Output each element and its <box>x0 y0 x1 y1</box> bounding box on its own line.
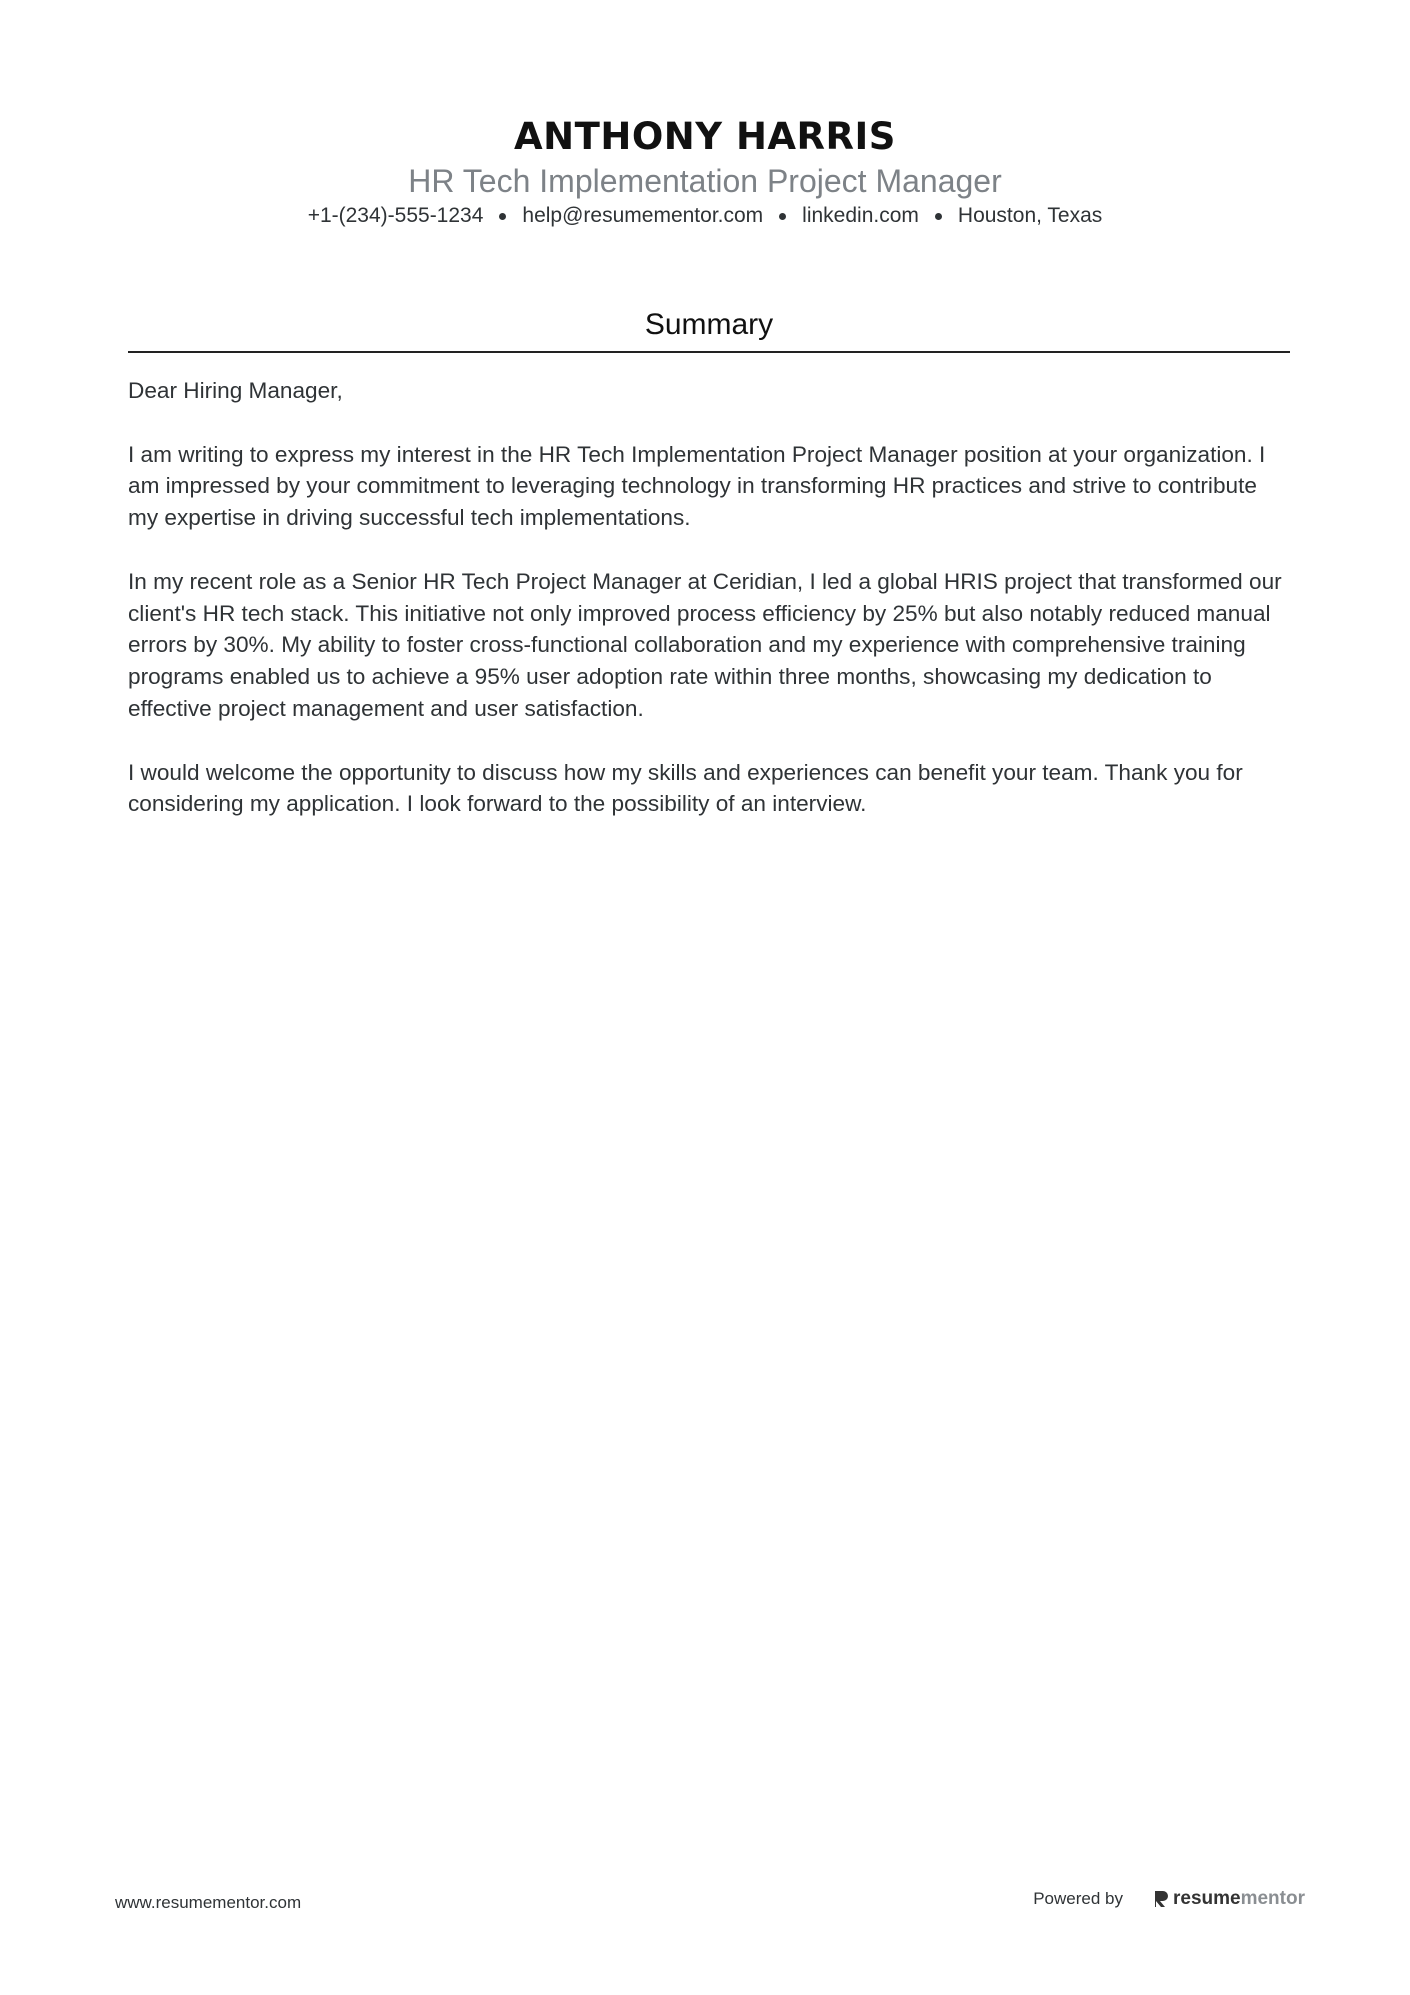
powered-by-label: Powered by <box>1033 1889 1123 1908</box>
contact-line <box>0 202 1410 230</box>
letter-paragraph-1: I am writing to express my interest in the HR Tech Implementation Project Manager position at your organization. I am impressed by your commitment to leveraging technology in transforming HR practices and strive to contribute my expertise in driving successful tech implementations. <box>128 441 1266 531</box>
header <box>0 112 1410 230</box>
bullet-separator <box>499 213 506 220</box>
bullet-separator <box>779 213 786 220</box>
footer-powered-by <box>1033 1888 1305 1910</box>
letter-greeting: Dear Hiring Manager, <box>128 378 343 403</box>
brand-name-part1: resume <box>1172 1888 1241 1909</box>
section-title: Summary <box>128 305 1290 353</box>
bullet-separator <box>935 213 942 220</box>
brand-name-part2: mentor <box>1240 1888 1305 1909</box>
resumementor-logo-icon <box>1153 1889 1169 1909</box>
letter-body <box>128 375 1290 820</box>
letter-paragraph-3: I would welcome the opportunity to discuss how my skills and experiences can benefit your team. Thank you for considering my application. I look forward to the possibility of an interview. <box>128 759 1243 817</box>
contact-phone: +1-(234)-555-1234 <box>307 204 484 227</box>
job-title: HR Tech Implementation Project Manager <box>408 163 1002 199</box>
footer-website[interactable]: www.resumementor.com <box>115 1893 302 1912</box>
candidate-name: ANTHONY HARRIS <box>514 115 896 158</box>
contact-location: Houston, Texas <box>957 204 1103 227</box>
summary-section <box>128 305 1290 852</box>
contact-linkedin[interactable]: linkedin.com <box>802 204 919 227</box>
letter-paragraph-2: In my recent role as a Senior HR Tech Project Manager at Ceridian, I led a global HRIS project that transformed our client's HR tech stack. This initiative not only improved process efficiency by 25% but also notably reduced manual errors by 30%. My ability to foster cross-functional collaboration and my experience with comprehensive training programs enabled us to achieve a 95% user adoption rate within three months, showcasing my dedication to effective project management and user satisfaction. <box>128 568 1282 721</box>
brand-logo[interactable] <box>1153 1888 1305 1910</box>
contact-email[interactable]: help@resumementor.com <box>522 204 764 227</box>
